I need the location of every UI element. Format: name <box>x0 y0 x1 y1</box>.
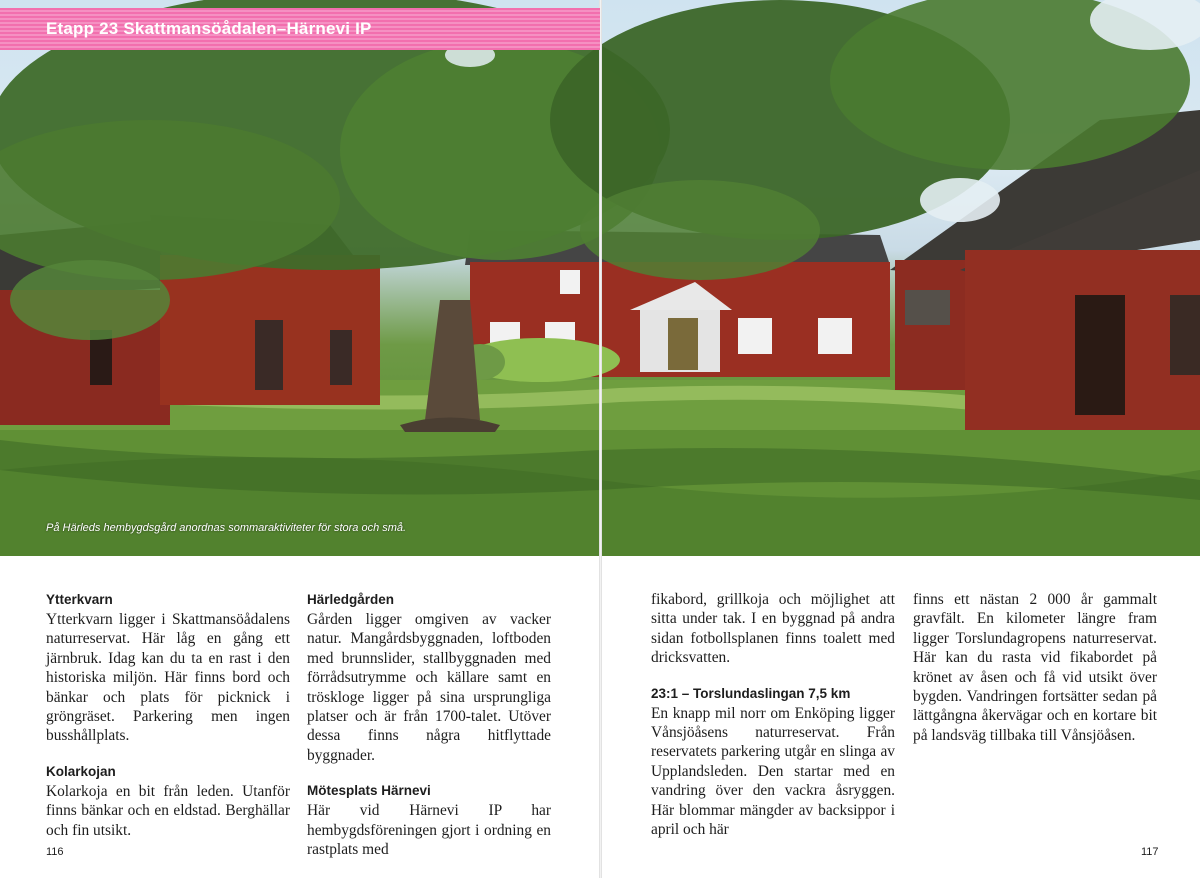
heading-motesplats-harnevi: Mötesplats Härnevi <box>307 783 431 799</box>
right-column-2 <box>913 590 1157 761</box>
text-continuation: fikabord, grillkoja och möjlighet att sitta under tak. I en byggnad på andra sidan fotbollsplanen finns toalett med dricksvatten. <box>651 591 895 667</box>
stage-title: Etapp 23 Skattmansöådalen–Härnevi IP <box>46 19 372 38</box>
heading-harledgarden: Härledgården <box>307 592 395 607</box>
text-torslundaslingan-part1: En knapp mil norr om Enköping ligger Vånsjöåsens naturreservat. Från reservatets parkering utgår en slinga av Upplandsleden. Den startar med en vandring över den vackra åsryggen. Här blommar mängder av backsippor i april och här <box>651 704 895 839</box>
text-ytterkvarn: Ytterkvarn ligger i Skattmansöådalens naturreservat. Här låg en gång ett järnbruk. Idag kan du ta en rast i den historiska miljön. Här finns bord och bänkar och plats för picknick i gröngräset. Parkering men ingen busshållplats. <box>46 611 290 745</box>
right-column-1 <box>651 590 895 855</box>
text-motesplats-harnevi: Här vid Härnevi IP har hembygdsföreningen gjort i ordning en rastplats med <box>307 802 551 859</box>
heading-torslundaslingan: 23:1 – Torslundaslingan 7,5 km <box>651 685 851 701</box>
page-gutter <box>599 0 602 878</box>
heading-kolarkojan: Kolarkojan <box>46 763 116 779</box>
page-number-right: 117 <box>1141 846 1159 858</box>
page-number-left: 116 <box>46 846 64 858</box>
stage-banner <box>0 8 600 50</box>
left-column-2 <box>307 590 551 875</box>
text-kolarkojan: Kolarkoja en bit från leden. Utanför finns bänkar och en eldstad. Berghällar och fin utsikt. <box>46 782 290 839</box>
heading-ytterkvarn: Ytterkvarn <box>46 592 113 607</box>
text-torslundaslingan-part2: finns ett nästan 2 000 år gammalt gravfält. En kilometer längre fram ligger Torslundagropens naturreservat. Här kan du rasta vid fikabordet på krönet av åsen och få vid utsikt över bygden. Vandringen fortsätter sedan på lättgångna åkervägar och en kortare bit på landsväg tillbaka till Vånsjöåsen. <box>913 591 1157 744</box>
left-column-1 <box>46 590 290 856</box>
photo-caption: På Härleds hembygdsgård anordnas sommaraktiviteter för stora och små. <box>46 522 407 534</box>
text-harledgarden: Gården ligger omgiven av vacker natur. Mangårdsbyggnaden, loftboden med brunnslider, stallbyggnaden med förrådsutrymme och källare samt en tröskloge ligger på sina ursprungliga platser och är från 1700-talet. Utöver dessa finns några hitflyttade byggnader. <box>307 611 551 764</box>
